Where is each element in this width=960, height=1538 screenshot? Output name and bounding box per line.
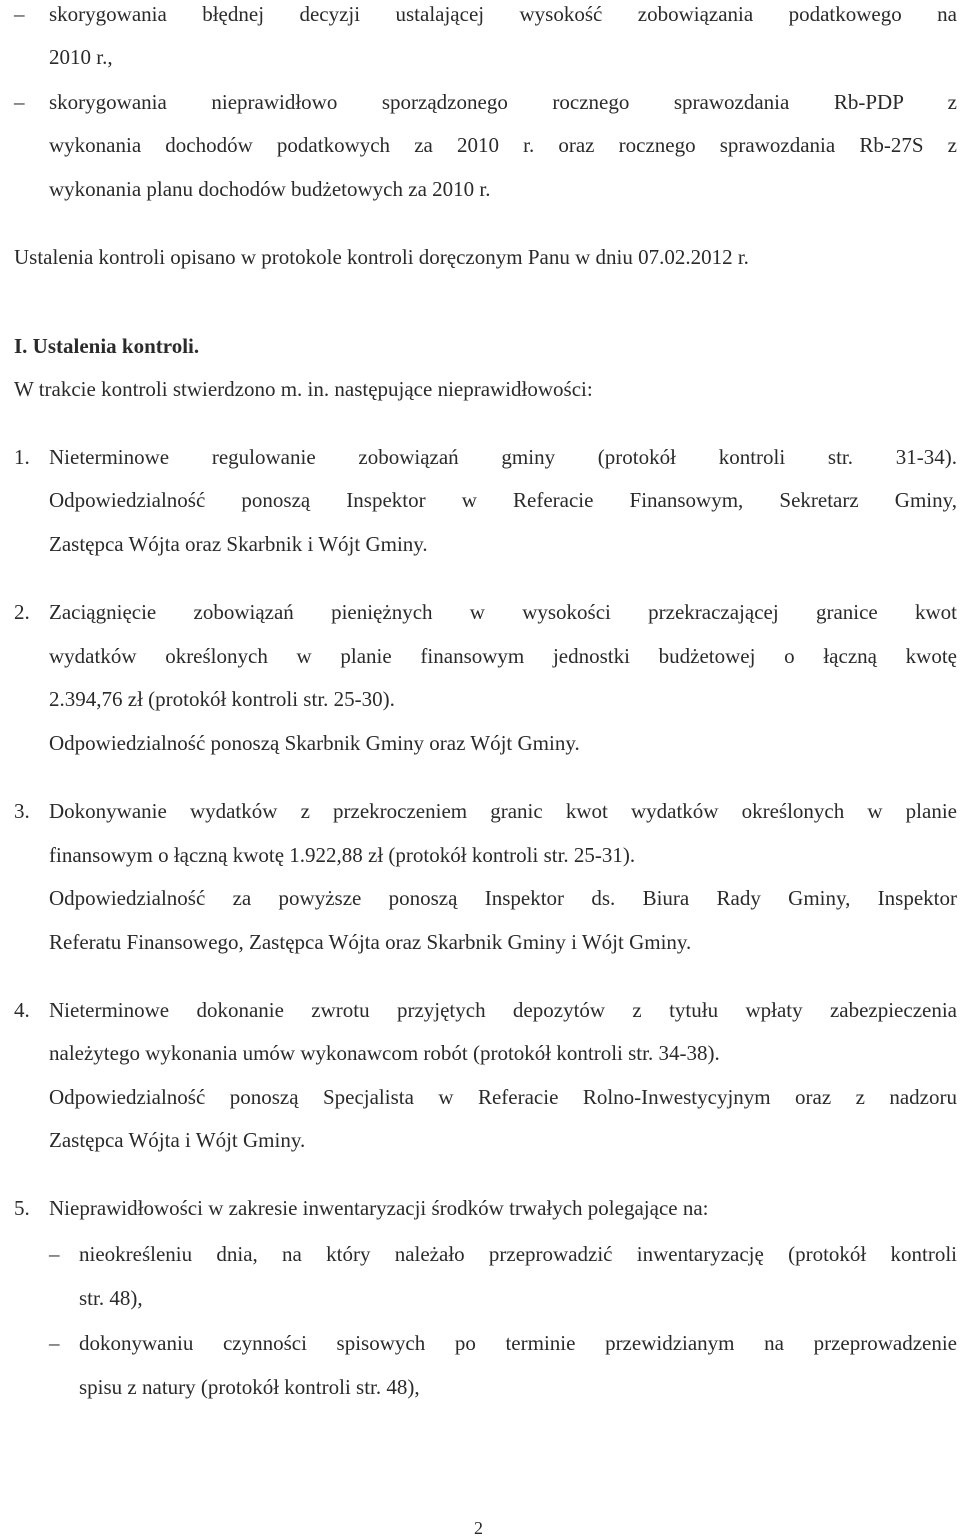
finding-5-subitem-1-line-2: str. 48), <box>79 1286 143 1310</box>
finding-1-line-1: Nieterminowe regulowanie zobowiązań gminy (protokół kontroli str. 31-34). <box>49 445 957 469</box>
finding-2-line-4: Odpowiedzialność ponoszą Skarbnik Gminy oraz Wójt Gminy. <box>49 731 580 755</box>
bullet-2-line-3: wykonania planu dochodów budżetowych za 2010 r. <box>49 177 491 201</box>
page-number: 2 <box>474 1518 483 1538</box>
finding-4-line-2: należytego wykonania umów wykonawcom robót (protokół kontroli str. 34-38). <box>49 1041 720 1065</box>
finding-1-line-3: Zastępca Wójta oraz Skarbnik i Wójt Gminy. <box>49 532 428 556</box>
finding-5-line-1: Nieprawidłowości w zakresie inwentaryzacji środków trwałych polegające na: <box>49 1196 709 1220</box>
finding-2-line-1: Zaciągnięcie zobowiązań pieniężnych w wysokości przekraczającej granice kwot <box>49 600 957 624</box>
finding-3-number: 3. <box>14 799 30 823</box>
bullet-1-line-2: 2010 r., <box>49 45 113 69</box>
finding-2-number: 2. <box>14 600 30 624</box>
finding-4-line-1: Nieterminowe dokonanie zwrotu przyjętych depozytów z tytułu wpłaty zabezpieczenia <box>49 998 957 1022</box>
section-heading: I. Ustalenia kontroli. <box>14 334 200 358</box>
finding-3-line-3: Odpowiedzialność za powyższe ponoszą Inspektor ds. Biura Rady Gminy, Inspektor <box>49 886 957 910</box>
finding-5-subitem-2-line-1: dokonywaniu czynności spisowych po terminie przewidzianym na przeprowadzenie <box>79 1331 957 1355</box>
bullet-2-line-2: wykonania dochodów podatkowych za 2010 r. oraz rocznego sprawozdania Rb-27S z <box>49 133 957 157</box>
finding-1-line-2: Odpowiedzialność ponoszą Inspektor w Referacie Finansowym, Sekretarz Gminy, <box>49 488 957 512</box>
section-lead: W trakcie kontroli stwierdzono m. in. następujące nieprawidłowości: <box>14 377 593 401</box>
bullet-dash: – <box>14 90 25 114</box>
intro-line: Ustalenia kontroli opisano w protokole kontroli doręczonym Panu w dniu 07.02.2012 r. <box>14 245 749 269</box>
subitem-dash: – <box>49 1331 60 1355</box>
finding-2-line-2: wydatków określonych w planie finansowym jednostki budżetowej o łączną kwotę <box>49 644 957 668</box>
finding-4-line-3: Odpowiedzialność ponoszą Specjalista w Referacie Rolno-Inwestycyjnym oraz z nadzoru <box>49 1085 957 1109</box>
finding-4-number: 4. <box>14 998 30 1022</box>
finding-5-subitem-1-line-1: nieokreśleniu dnia, na który należało przeprowadzić inwentaryzację (protokół kontroli <box>79 1242 957 1266</box>
finding-1-number: 1. <box>14 445 30 469</box>
bullet-1-line-1: skorygowania błędnej decyzji ustalającej wysokość zobowiązania podatkowego na <box>49 2 957 26</box>
finding-5-subitem-2-line-2: spisu z natury (protokół kontroli str. 48), <box>79 1375 420 1399</box>
finding-3-line-1: Dokonywanie wydatków z przekroczeniem granic kwot wydatków określonych w planie <box>49 799 957 823</box>
finding-3-line-2: finansowym o łączną kwotę 1.922,88 zł (protokół kontroli str. 25-31). <box>49 843 636 867</box>
finding-4-line-4: Zastępca Wójta i Wójt Gminy. <box>49 1128 306 1152</box>
bullet-2-line-1: skorygowania nieprawidłowo sporządzonego rocznego sprawozdania Rb-PDP z <box>49 90 957 114</box>
finding-2-line-3: 2.394,76 zł (protokół kontroli str. 25-30). <box>49 687 395 711</box>
subitem-dash: – <box>49 1242 60 1266</box>
bullet-dash: – <box>14 2 25 26</box>
finding-3-line-4: Referatu Finansowego, Zastępca Wójta oraz Skarbnik Gminy i Wójt Gminy. <box>49 930 692 954</box>
finding-5-number: 5. <box>14 1196 30 1220</box>
